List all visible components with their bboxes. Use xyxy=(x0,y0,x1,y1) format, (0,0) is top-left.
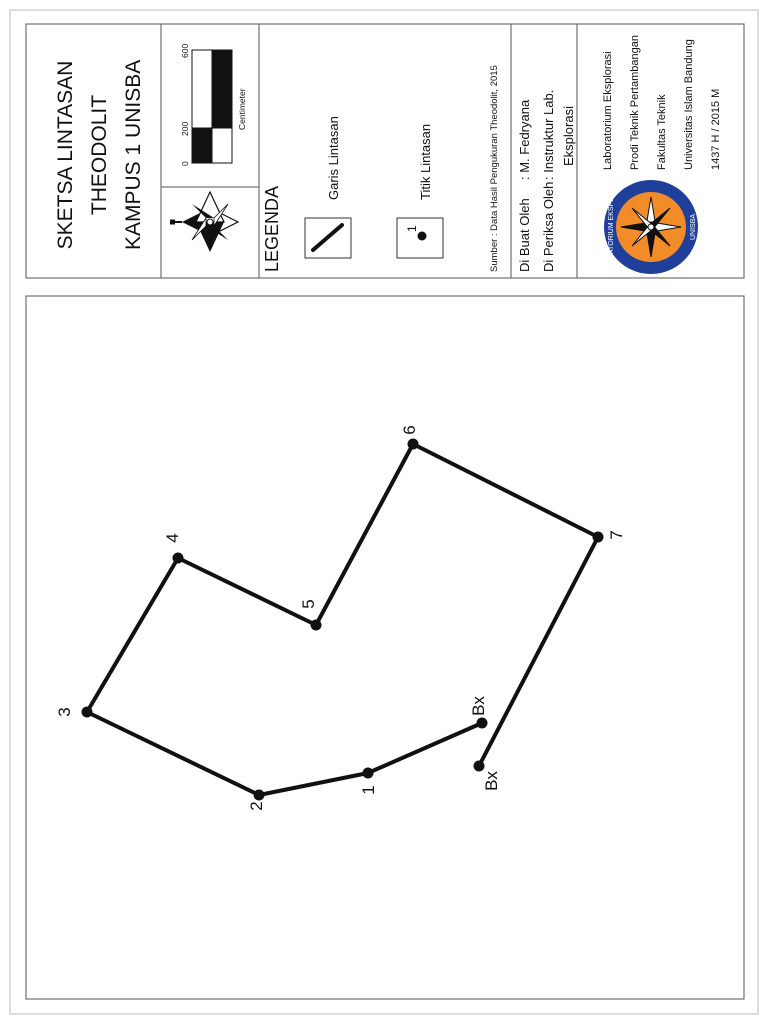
traverse-point-label: 1 xyxy=(359,785,378,795)
legend-heading: LEGENDA xyxy=(262,185,282,272)
traverse-point xyxy=(593,532,604,543)
traverse-point-label: 4 xyxy=(163,533,182,543)
traverse-point xyxy=(363,768,374,779)
legend-point-number: 1 xyxy=(405,225,419,232)
legend-line-icon xyxy=(313,225,342,250)
traverse-point xyxy=(254,790,265,801)
traverse-point xyxy=(82,707,93,718)
traverse-point-label: Bx xyxy=(469,696,488,716)
institution-line-3: Fakultas Teknik xyxy=(656,94,668,170)
checked-by-value-2: Eksplorasi xyxy=(561,106,576,166)
traverse-point xyxy=(311,620,322,631)
title-line-2: THEODOLIT xyxy=(88,94,111,216)
scale-bar xyxy=(192,50,232,163)
traverse-point-label: 6 xyxy=(400,425,419,435)
traverse-point xyxy=(173,553,184,564)
traverse-point-label: Bx xyxy=(482,771,501,791)
made-by-label: Di Buat Oleh xyxy=(517,198,532,272)
scale-tick-0: 0 xyxy=(180,161,190,166)
lab-logo xyxy=(604,176,698,278)
legend-line-label: Garis Lintasan xyxy=(326,116,341,200)
traverse-point xyxy=(477,718,488,729)
source-note: Sumber : Data Hasil Pengukuran Theodolit, 2015 xyxy=(489,65,500,272)
traverse-path xyxy=(55,425,626,810)
scale-unit: Centimeter xyxy=(237,88,247,130)
map-frame xyxy=(26,296,744,999)
traverse-point-label: 7 xyxy=(607,530,626,540)
title-line-3: KAMPUS 1 UNISBA xyxy=(122,59,145,250)
legend-point-label: Titik Lintasan xyxy=(418,123,433,200)
traverse-point-label: 5 xyxy=(299,599,318,609)
scale-tick-200: 200 xyxy=(180,121,190,136)
logo-text-bottom: UNISBA xyxy=(690,213,697,241)
traverse-point xyxy=(408,439,419,450)
legend-point-icon xyxy=(418,232,427,241)
checked-by-value-1: : Instruktur Lab. xyxy=(541,89,556,180)
scale-tick-600: 600 xyxy=(180,43,190,58)
traverse-point xyxy=(474,761,485,772)
institution-line-5: 1437 H / 2015 M xyxy=(710,88,722,170)
logo-text-top: LABORATORIUM EKSPLORASI xyxy=(608,176,615,278)
north-arrow-icon xyxy=(170,192,238,252)
institution-line-2: Prodi Teknik Pertambangan xyxy=(629,35,641,170)
made-by-value: : M. Fedryana xyxy=(517,99,532,180)
institution-line-1: Laboratorium Eksplorasi xyxy=(602,51,614,170)
checked-by-label: Di Periksa Oleh xyxy=(541,181,556,272)
traverse-point-label: 3 xyxy=(55,707,74,717)
traverse-line xyxy=(87,444,598,795)
institution-line-4: Universitas Islam Bandung xyxy=(683,39,695,170)
title-line-1: SKETSA LINTASAN xyxy=(54,60,77,250)
traverse-point-label: 2 xyxy=(247,801,266,811)
